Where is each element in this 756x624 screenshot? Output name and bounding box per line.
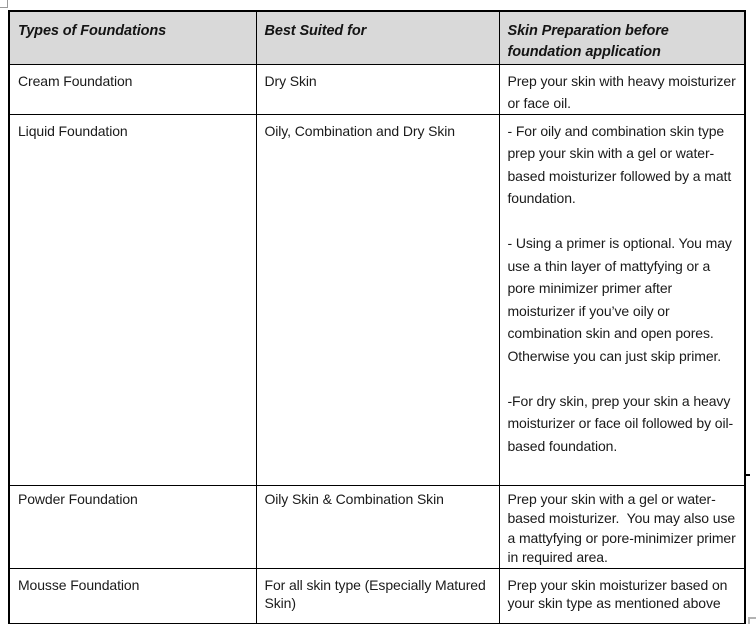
header-best-suited-for: Best Suited for xyxy=(256,11,499,64)
table-header-row xyxy=(9,11,745,64)
prep-paragraph: Prep your skin moisturizer based on your skin type as mentioned above xyxy=(507,576,732,611)
prep-paragraph: Prep your skin with a gel or water-based moisturizer. You may also use a mattyfying or pore-minimizer primer in required area. xyxy=(507,490,740,565)
cell-foundation-type: Powder Foundation xyxy=(9,485,256,568)
cell-best-suited: Oily Skin & Combination Skin xyxy=(256,485,499,568)
cell-best-suited: For all skin type (Especially Matured Skin) xyxy=(256,568,499,624)
table-row-liquid-foundation xyxy=(9,114,745,485)
cell-skin-prep xyxy=(499,568,745,624)
cell-foundation-type: Cream Foundation xyxy=(9,64,256,114)
prep-paragraph: - Using a primer is optional. You may use a thin layer of mattyfying or a pore minimizer primer after moisturizer if you’ve oily or combination skin and open pores. Otherwise you can just skip primer. xyxy=(507,235,736,364)
table-row-cream-foundation xyxy=(9,64,745,114)
prep-paragraph: - For oily and combination skin type prep your skin with a gel or water- based moisturizer followed by a matt foundation. xyxy=(507,122,735,206)
cell-skin-prep xyxy=(499,485,745,568)
header-types-of-foundations: Types of Foundations xyxy=(9,11,256,64)
table-row-mousse-foundation xyxy=(9,568,745,624)
foundations-table xyxy=(8,10,746,624)
cell-foundation-type: Mousse Foundation xyxy=(9,568,256,624)
cell-skin-prep xyxy=(499,64,745,114)
table-move-handle[interactable] xyxy=(0,0,8,8)
header-skin-preparation: Skin Preparation before foundation application xyxy=(499,11,745,64)
prep-paragraph: -For dry skin, prep your skin a heavy moisturizer or face oil followed by oil-based foundation. xyxy=(507,392,735,454)
cell-foundation-type: Liquid Foundation xyxy=(9,114,256,485)
table-row-powder-foundation xyxy=(9,485,745,568)
row-border-artifact xyxy=(744,474,750,476)
cell-best-suited: Oily, Combination and Dry Skin xyxy=(256,114,499,485)
prep-paragraph: Prep your skin with heavy moisturizer or face oil. xyxy=(507,72,740,111)
cell-best-suited: Dry Skin xyxy=(256,64,499,114)
cell-skin-prep xyxy=(499,114,745,485)
table-resize-handle[interactable] xyxy=(748,617,756,624)
